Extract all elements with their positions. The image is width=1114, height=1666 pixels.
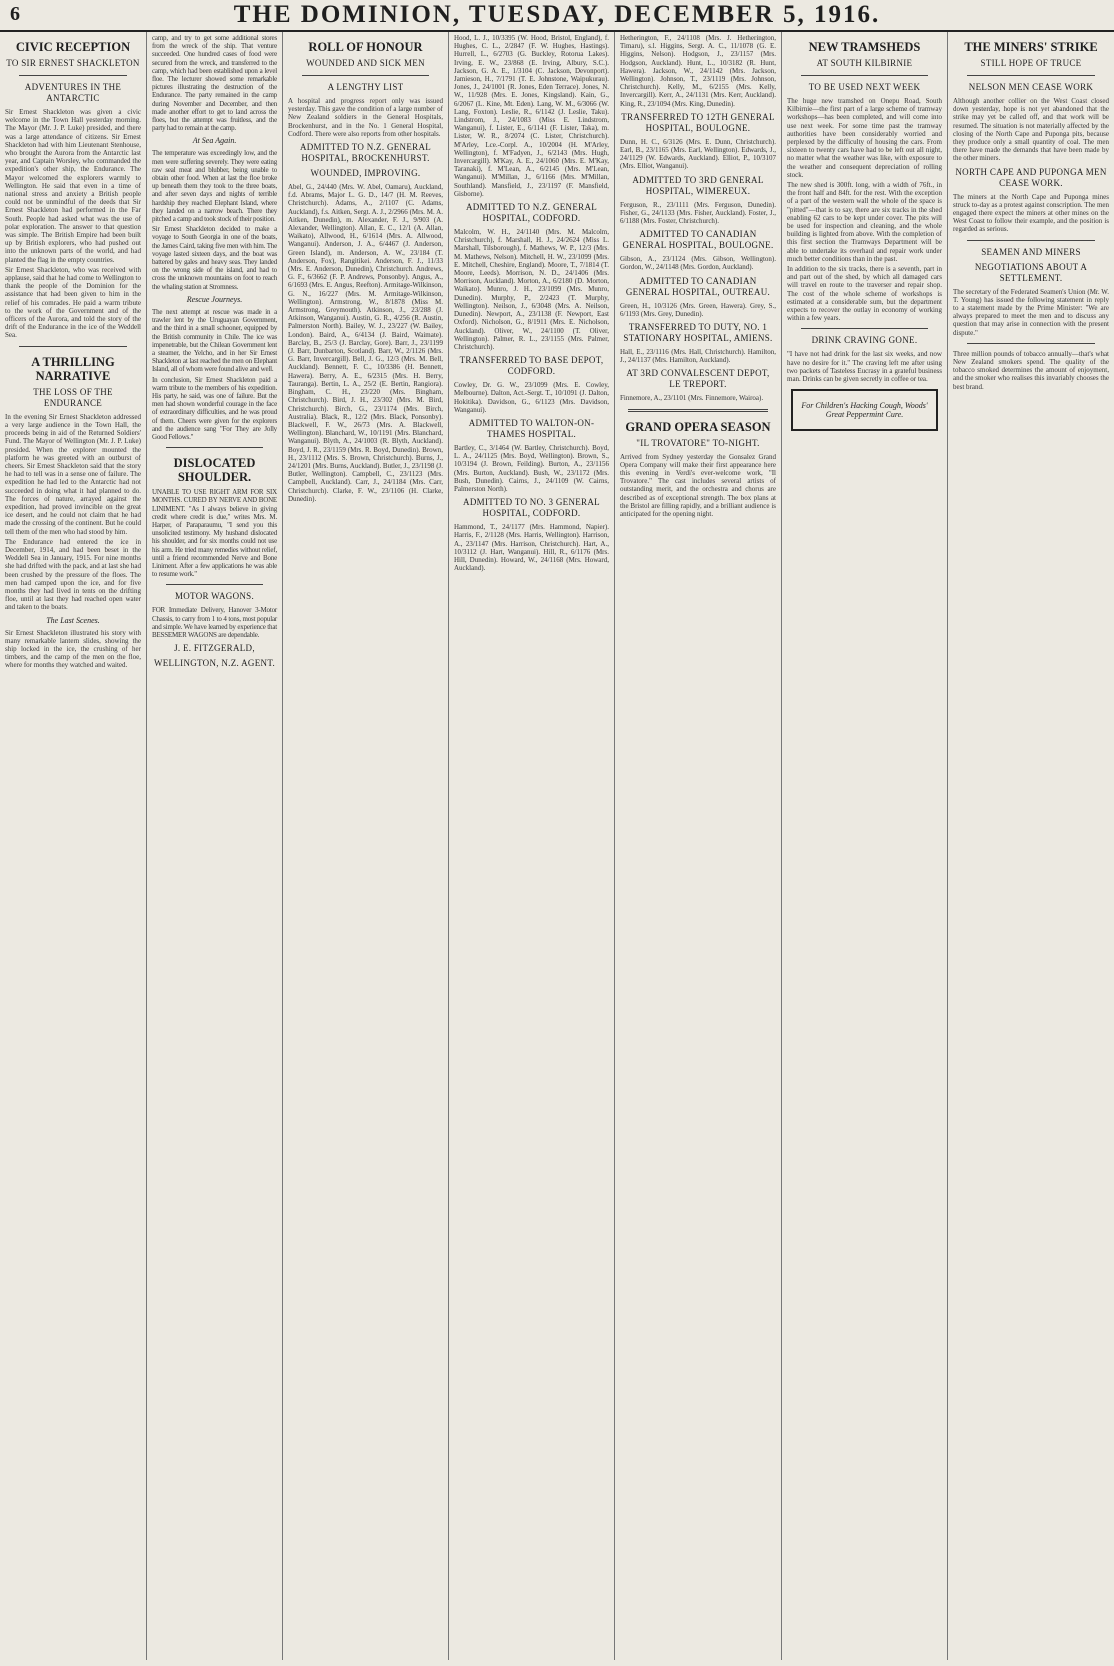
headline-grand-opera: GRAND OPERA SEASON <box>625 419 771 434</box>
column-6 <box>782 32 948 1660</box>
column-3 <box>283 32 449 1660</box>
headline-dislocated-shoulder: DISLOCATED SHOULDER. <box>173 456 256 485</box>
casualty-list: Gibson, A., 23/1124 (Mrs. Gibson, Wellington). Gordon, W., 24/1148 (Mrs. Gordon, Auckland). <box>620 255 776 272</box>
section-heading: TRANSFERRED TO 12TH GENERAL HOSPITAL, BOULOGNE. <box>621 111 775 133</box>
advertiser-name: J. E. FITZGERALD, <box>174 643 255 654</box>
subhead: A LENGTHY LIST <box>327 82 404 92</box>
advertisement-box <box>791 389 938 431</box>
headline-roll-of-honour: ROLL OF HONOUR <box>308 40 423 54</box>
section-heading: TRANSFERRED TO DUTY, NO. 1 STATIONARY HOSPITAL, AMIENS. <box>623 322 773 344</box>
divider <box>801 328 928 329</box>
column-7 <box>948 32 1114 1660</box>
headline-miners-strike: THE MINERS' STRIKE <box>964 40 1098 54</box>
column-4 <box>449 32 615 1660</box>
subhead: STILL HOPE OF TRUCE <box>980 58 1082 68</box>
section-heading: TRANSFERRED TO BASE DEPOT, CODFORD. <box>459 355 604 377</box>
article-text: A hospital and progress report only was issued yesterday. This gave the condition of a large number of New Zealand soldiers in the General Hospitals, Brockenhurst, and in the No. 1 General Hospital, Codford. There were also reports from other hospitals. <box>288 97 443 138</box>
section-heading: ADMITTED TO N.Z. GENERAL HOSPITAL, BROCKENHURST. <box>299 142 432 164</box>
advertisement-text: UNABLE TO USE RIGHT ARM FOR SIX MONTHS. CURED BY NERVE AND BONE LINIMENT. "As I always believe in giving credit where credit is due," writes Mrs. M. Harper, of Paraparaumu, "I send you this unsolicited testimony. My husband dislocated his shoulder, and for six months could not use his arm. He tried many remedies without relief, until a friend recommended Nerve and Bone Liniment. After a few applications he was able to resume work." <box>152 488 277 579</box>
headline-thrilling-narrative: A THRILLING NARRATIVE <box>31 354 115 383</box>
subhead: WOUNDED AND SICK MEN <box>306 58 425 68</box>
section-heading: ADMITTED TO NO. 3 GENERAL HOSPITAL, CODFORD. <box>463 497 600 519</box>
section-heading: NEGOTIATIONS ABOUT A SETTLEMENT. <box>974 261 1088 283</box>
casualty-list: Ferguson, R., 23/1111 (Mrs. Ferguson, Dunedin). Fisher, G., 24/1133 (Mrs. Fisher, Auckland). Foster, J., 6/1188 (Mrs. Foster, Christchurch). <box>620 200 776 226</box>
newspaper-title: THE DOMINION, TUESDAY, DECEMBER 5, 1916. <box>233 1 881 28</box>
divider <box>801 75 928 76</box>
column-2 <box>147 32 283 1660</box>
side-heading: Rescue Journeys. <box>186 294 243 304</box>
section-heading: ADMITTED TO CANADIAN GENERAL HOSPITAL, BOULOGNE. <box>622 229 774 251</box>
article-text: The Endurance had entered the ice in December, 1914, and had been beset in the Weddell Sea in January, 1915. For nine months she had drifted with the pack, and at last she had been crushed by the pressure of the floes. The men had camped upon the ice, and for five months they had lived in tents on the drifting floe, until at last they had reached open water and taken to the boats. <box>5 537 141 612</box>
article-text: camp, and try to get some additional stores from the wreck of the ship. That venture succeeded. One hundred cases of food were secured from the wreck, and transferred to the camp, which had been established upon a level floe. The lecturer showed some remarkable pictures illustrating the destruction of the Endurance. The party remained in the camp during November and December, and then made another effort to get to land across the floes, but the attempt was fruitless, and the party had to remain at the camp. <box>152 34 277 133</box>
subhead: TO SIR ERNEST SHACKLETON <box>6 58 140 68</box>
column-1 <box>0 32 147 1660</box>
advertisement-text: "I have not had drink for the last six weeks, and now have no desire for it." The craving left me after using two packets of Tasteless Eucrasy in a grateful business man. Drinks can be given secretly in coffee or tea. <box>787 350 942 384</box>
section-heading: AT 3RD CONVALESCENT DEPOT, LE TREPORT. <box>626 368 770 390</box>
subhead: ADVENTURES IN THE ANTARCTIC <box>24 82 122 103</box>
section-heading: NORTH CAPE AND PUPONGA MEN CEASE WORK. <box>955 166 1107 188</box>
article-text: The temperature was exceedingly low, and the men were suffering severely. They were eating raw seal meat and blubber, being unable to obtain other food. When at last the floe broke up beneath them they took to the three boats, and after seven days and nights of terrible hardship they reached Elephant Island, where they landed on a narrow beach. There they pitched a camp and took stock of their position. <box>152 149 277 224</box>
section-heading: ADMITTED TO CANADIAN GENERAL HOSPITAL, OUTREAU. <box>625 275 771 297</box>
divider <box>967 75 1095 76</box>
casualty-list: Cowley, Dr. G. W., 23/1099 (Mrs. E. Cowley, Melbourne). Dalton, Act.-Sergt. T., 10/1091 (J. Dalton, Hokitika). Davidson, G., 6/1123 (Mrs. Davidson, Wanganui). <box>454 381 609 414</box>
casualty-list: Green, H., 10/3126 (Mrs. Green, Hawera). Grey, S., 6/1193 (Mrs. Grey, Dunedin). <box>620 301 776 318</box>
headline-civic-reception: CIVIC RECEPTION <box>15 40 131 54</box>
article-text: Sir Ernest Shackleton decided to make a voyage to South Georgia in one of the boats, the James Caird, taking five men with him. The voyage lasted sixteen days, and the boat was battered by gales and heavy seas. They landed on the wrong side of the island, and had to cross the unknown mountains on foot to reach the whaling station at Stromness. <box>152 225 277 291</box>
page-number: 6 <box>10 3 20 25</box>
article-text: In conclusion, Sir Ernest Shackleton paid a warm tribute to the members of his expedition. His party, he said, was one of failure. But the men had shown wonderful courage in the face of extraordinary difficulties, and he was proud of them. Cheers were given for the explorers and the audience sang "For They are Jolly Good Fellows." <box>152 375 277 441</box>
subhead: SEAMEN AND MINERS <box>981 246 1081 257</box>
article-text: The huge new tramshed on Onepu Road, South Kilbirnie—the first part of a large scheme of tramway workshops—has been completed, and will come into use next week. For some time past the tramway authorities have been considerably worried and perplexed by the difficulty of housing the cars. From sixteen to twenty cars have had to be left out all night, no matter what the weather was like, with exposure to the weather and consequent depreciation of rolling stock. <box>787 97 942 179</box>
masthead <box>0 0 1114 32</box>
section-heading: ADMITTED TO 3RD GENERAL HOSPITAL, WIMEREUX. <box>632 174 764 196</box>
section-heading: ADMITTED TO N.Z. GENERAL HOSPITAL, CODFORD. <box>465 202 598 224</box>
divider <box>302 75 429 76</box>
headline-motor-wagons: MOTOR WAGONS. <box>174 591 255 602</box>
subhead: THE LOSS OF THE ENDURANCE <box>33 386 113 408</box>
article-text: The next attempt at rescue was made in a trawler lent by the Uruguayan Government, and the third in a small schooner, equipped by the British community in Chile. The ice was impenetrable, but the Chilean Government lent a steamer, the Yelcho, and in her Sir Ernest Shackleton at last reached the men on Elephant Island, all of whom were found alive and well. <box>152 307 277 374</box>
side-heading: At Sea Again. <box>192 136 237 146</box>
divider <box>967 240 1095 241</box>
section-heading: WOUNDED, IMPROVING. <box>310 168 421 179</box>
divider <box>166 447 263 448</box>
section-heading: ADMITTED TO WALTON-ON-THAMES HOSPITAL. <box>468 417 595 439</box>
article-text: The miners at the North Cape and Puponga mines struck to-day as a protest against conscription. The men engaged there expect the miners at other mines on the West Coast to follow their example, and the position is regarded as serious. <box>953 192 1109 234</box>
casualty-list: Hetherington, F., 24/1108 (Mrs. J. Hetherington, Timaru), s.l. Higgins, Sergt. A. C., 11/1078 (G. E. Higgins, Nelson). Hodgson, J., 23/1157 (Mrs. Hodgson, Auckland). Hunt, L., 10/3182 (R. Hunt, Hawera). Jackson, W., 24/1142 (Mrs. Jackson, Wellington). Johnson, T., 23/1119 (Mrs. Johnson, Christchurch). Kelly, M., 6/2155 (Mrs. Kelly, Invercargill). Kerr, A., 24/1131 (Mrs. Kerr, Auckland). King, R., 23/1094 (Mrs. King, Dunedin). <box>620 34 776 108</box>
divider <box>19 75 127 76</box>
column-5 <box>615 32 782 1660</box>
casualty-list: Dunn, H. C., 6/3126 (Mrs. E. Dunn, Christchurch). Earl, B., 23/1165 (Mrs. Earl, Wellington). Edwards, J., 24/1129 (W. Edwards, Auckland). Elliot, P., 10/3107 (Mrs. Elliot, Wanganui). <box>620 137 776 171</box>
headline-drink-craving: DRINK CRAVING GONE. <box>811 335 918 346</box>
article-text: Sir Ernest Shackleton illustrated his story with many remarkable lantern slides, showing the ship locked in the ice, the crushing of her timbers, and the camp of the men on the floe, where for months they watched and waited. <box>5 628 141 670</box>
advertisement-text: For Children's Hacking Cough, Woods' Great Peppermint Cure. <box>801 401 928 420</box>
casualty-list: Hood, L. J., 10/3395 (W. Hood, Bristol, England), f. Hughes, C. L., 2/2847 (F. W. Hughes, Hastings). Hurrell, L., 6/2703 (G. Buckley, Rotorua Lakes). Irving, E. W., 23/868 (E. Irving, Albury, S.C.). Jackson, G. A. E., 1/3104 (C. Jackson, Devonport). Jamieson, H., 7/1791 (T. E. Johnstone, Waipukurau). Jones, J., 24/1001 (R. Jones, Eden Terrace). Jones, N. W., 11/928 (Mrs. E. Jones, Kingsland). Kain, G., 6/2067 (L. Kine, Mt. Eden). Lang, W. M., 6/3066 (W. Lang, Foxton). Leslie, R., 6/1142 (J. Leslie, Taku). Lindstrom, J., 24/1083 (Miss E. Lindstrom, Wanganui), f. Lister, E., 6/1141 (F. Lister, Taka), m. Lister, W. R., 8/2074 (C. Lister, Christchurch). M'Arley, Lce.-Corpl. A., 10/2004 (H. M'Arley, Wellington), f. M'Fadyen, J., 6/2143 (Mrs. Hugh, Invercargill). M'Kay, A. E., 24/1060 (Mrs. E. M'Kay, Taranaki), f. M'Lean, A., 6/2145 (Mrs. M'Lean, Wanganui). M'Millan, J., 6/1166 (Mrs. M'Millan, Southland). Mansfield, J., 23/1197 (F. Mansfield, Gisborne). <box>454 34 609 198</box>
casualty-list: Malcolm, W. H., 24/1140 (Mrs. M. Malcolm, Christchurch), f. Marshall, H. J., 24/2624 (Miss L. Marshall, Tilsborough), f. Mathews, W. P., 12/3 (Mrs. M. Mathews, Nelson). Mitchell, H. W., 23/1099 (Mrs. E. Mitchell, Cheshire, England). Moore, T., 7/1814 (T. Moore, Leeds). Morrison, N. D., 24/1406 (Mrs. Morrison, Auckland). Morton, A., 6/2180 (D. Morton, Waikato). Munro, J. H., 23/1099 (Mrs. Munro, Dunedin). Murphy, P., 2/2423 (T. Murphy, Wellington). Neilson, J., 6/3048 (Mrs. A. Neilson, Dunedin). Newport, A., 23/1138 (F. Newport, East Oxford). Nicholson, G., 8/1911 (Mrs. E. Nicholson, Auckland). Oliver, W., 24/1100 (T. Oliver, Wellington). Palmer, R. L., 23/1155 (Mrs. Palmer, Christchurch). <box>454 228 609 351</box>
article-text: In the evening Sir Ernest Shackleton addressed a very large audience in the Town Hall, the proceeds being in aid of the Returned Soldiers' Fund. The Mayor of Wellington (Mr. J. P. Luke) presided. When the explorer mounted the platform he was greeted with an outburst of cheers. Sir Ernest Shackleton said that the story he had to tell was in a sense one of failure. The expedition he had led to the Antarctic had not succeeded in doing what it had planned to do. The forces of nature, arrayed against the expedition, had proved invincible on the great ice desert, and he could not claim that he had made the crossing of the continent. But he could tell them of the men who had stood by him. <box>5 412 141 536</box>
article-text: Sir Ernest Shackleton, who was received with applause, said that he had come to Wellington to thank the people of the Dominion for the assistance that had been given to him in the relief of his comrades. He paid a warm tribute to the work of the Government and of the officers of the Aurora, and told the story of the drift of the Endurance in the ice of the Weddell Sea. <box>5 265 141 340</box>
subhead: NELSON MEN CEASE WORK <box>968 82 1094 92</box>
divider <box>967 343 1095 344</box>
article-text: Sir Ernest Shackleton was given a civic welcome in the Town Hall yesterday morning. The Mayor (Mr. J. P. Luke) presided, and there was a large attendance of citizens. Sir Ernest Shackleton had with him Lieutenant Stenhouse, who brought the Aurora from the Antarctic last year, and Captain Worsley, who commanded the expedition's other ship, the Endurance. The Mayor welcomed the explorers warmly to Wellington. He said that even in a time of national stress and anxiety a British people could not be unmindful of the deeds that Sir Ernest Shackleton had performed in the Far South. People had asked what was the use of polar exploration. The answer to that question was simple. The British Empire had been built up by British explorers, who had pushed out into the unknown parts of the world, and had planted the flag in the empty countries. <box>5 108 141 264</box>
casualty-list: Hammond, T., 24/1177 (Mrs. Hammond, Napier). Harris, F., 2/1128 (Mrs. Harris, Wellington). Harrison, A., 23/1147 (Mrs. Harrison, Christchurch). Hart, A., 10/3112 (J. Hart, Wanganui). Hill, R., 6/1176 (Mrs. Hill, Dunedin). Howard, W., 24/1168 (Mrs. Howard, Auckland). <box>454 523 609 573</box>
advertisement-text: FOR Immediate Delivery, Hanover 3-Motor Chassis, to carry from 1 to 4 tons, most popular and simple. We have learned by experience that BESSEMER WAGONS are dependable. <box>152 606 277 639</box>
subhead: AT SOUTH KILBIRNIE <box>816 58 913 68</box>
casualty-list: Finnemore, A., 23/1101 (Mrs. Finnemore, Wairoa). <box>620 394 764 403</box>
headline-new-tramsheds: NEW TRAMSHEDS <box>808 40 921 54</box>
subhead: TO BE USED NEXT WEEK <box>808 82 921 92</box>
article-text: Arrived from Sydney yesterday the Gonsalez Grand Opera Company will make their first appearance here this evening in Verdi's ever-welcome work, "Il Trovatore." The cast includes several artists of outstanding merit, and the orchestra and chorus are described as of exceptional strength. The box plans at the Bristol are filling rapidly, and a brilliant audience is anticipated for the opening night. <box>620 452 776 519</box>
advertisement-text: Three million pounds of tobacco annually—that's what New Zealand smokers spend. The quality of the tobacco smoked determines the amount of enjoyment, and the smoker who realises this invariably chooses the best brand. <box>953 349 1109 391</box>
casualty-list: Hall, E., 23/1116 (Mrs. Hall, Christchurch). Hamilton, J., 24/1137 (Mrs. Hamilton, Auckland). <box>620 348 776 365</box>
casualty-list: Bartley, C., 3/1464 (W. Bartley, Christchurch). Boyd, L. A., 24/1125 (Mrs. Boyd, Wellington). Brown, S., 10/3194 (J. Brown, Feilding). Burton, A., 23/1156 (Mrs. Burton, Auckland). Bush, W., 23/1172 (Mrs. Bush, Dunedin). Cairns, J., 24/1109 (W. Cairns, Palmerston North). <box>454 443 609 493</box>
article-text: Although another collier on the West Coast closed down yesterday, hope is not yet abandoned that the strike may yet be called off, and that work will be resumed. The situation is not materially affected by the closing of the North Cape and Puponga pits, because they produce only a small quantity of coal. The men there have made the demands that have been made by the other miners. <box>953 97 1109 163</box>
side-heading: The Last Scenes. <box>46 615 100 625</box>
advertiser-address: WELLINGTON, N.Z. AGENT. <box>153 658 276 669</box>
subhead: "IL TROVATORE" TO-NIGHT. <box>636 437 760 448</box>
divider <box>628 409 768 412</box>
divider <box>166 584 263 585</box>
article-text: The new shed is 300ft. long, with a width of 76ft., in the front half and 84ft. for the rest. With the exception of a part of the western wall the whole of the space is "pitted"—that is to say, there are six tracks in the shed enabling 62 cars to be kept under cover. The pits will be used for inspection and cleaning, and the whole building is lighted from above. With the completion of this first section the Tramways Department will be able to undertake its overhaul and repair work under much better conditions than in the past. <box>787 181 942 263</box>
casualty-list: Abel, G., 24/440 (Mrs. W. Abel, Oamaru), Auckland, f.d. Abrams, Major L. G. D., 14/7 (H. M. Reeves, Christchurch). Adams, A., 2/1107 (C. Adams, Auckland), f.s. Aitken, Sergt. A. J., 2/2966 (Mrs. M. A. Aitken, Dunedin), m. Alexander, F. J., 9/903 (A. Alexander, Wellington). Allan, E. C., 12/1 (A. Allan, Waikato), Allwood, H., 6/1614 (Mrs. A. Allwood, Wanganui). Anderson, J. A., 6/4467 (J. Anderson, Green Island), m. Anderson, A. W., 23/184 (T. Anderson, Fox), Rangitikei. Anderson, F. J., 11/33 (Mrs. E. Anderson, Dunedin), Christchurch. Andrews, G. F., 6/3662 (F. P. Andrews, Ponsonby). Angus, A., 6/1693 (Mrs. E. Angus, Reefton). Armitage-Wilkinson, G. N., 16/227 (Mrs. M. Armitage-Wilkinson, Wellington). Armstrong, W., 8/1878 (Miss M. Armstrong, Greymouth). Atkinson, J., 23/288 (J. Atkinson, Wanganui). Austin, G. R., 4/256 (R. Austin, Palmerston North). Bailey, W. J., 23/227 (W. Bailey, London). Baird, A., 6/4134 (J. Baird, Waimate). Barclay, B., 25/3 (J. Barclay, Gore). Barr, J., 23/1199 (J. Barr, Dunbarton, Scotland). Barr, W., 2/1126 (Mrs. G. Barr, Invercargill). Bell, J. G., 12/3 (Mrs. M. Bell, Auckland). Bennett, F. C., 10/3386 (H. Bennett, Hawera). Berry, A. E., 6/2315 (Mrs. H. Berry, Tauranga). Bertin, L. A., 25/2 (E. Bertin, Rangiora). Bingham, C. H., 23/220 (Mrs. Bingham, Christchurch). Bird, J. H., 23/302 (Mrs. M. Bird, Christchurch). Birch, G., 23/1174 (Mrs. Birch, Australia). Black, R., 12/2 (Mrs. Black, Ponsonby). Blackwell, F. W., 26/73 (Mrs. A. Blackwell, Wellington). Blanchard, W., 10/1191 (Mrs. Blanchard, Wanganui). Blyth, A., 24/1003 (R. Blyth, Auckland). Boyd, J. R., 23/1159 (Mrs. R. Boyd, Dunedin). Brown, H., 23/1112 (Mrs. S. Brown, Christchurch). Burns, J., 24/1201 (Mrs. Burns, Auckland). Butler, J., 23/1198 (J. Butler, Wellington). Campbell, C., 23/1123 (Mrs. Campbell, Auckland). Carr, J., 24/1184 (Mrs. Carr, Christchurch). Clarke, F. W., 23/1106 (H. Clarke, Dunedin). <box>288 183 443 503</box>
divider <box>19 346 127 347</box>
article-text: In addition to the six tracks, there is a seventh, part in and part out of the shed, by which all damaged cars will travel en route to the traverser and repair shop. The cost of the whole scheme of workshops is estimated at a considerable sum, but the department expects to recover the outlay in economy of working within a few years. <box>787 265 942 323</box>
article-text: The secretary of the Federated Seamen's Union (Mr. W. T. Young) has issued the following statement in reply to a statement made by the Prime Minister: "We are always prepared to meet the men and to discuss any question that may arise in connection with the present dispute." <box>953 287 1109 337</box>
